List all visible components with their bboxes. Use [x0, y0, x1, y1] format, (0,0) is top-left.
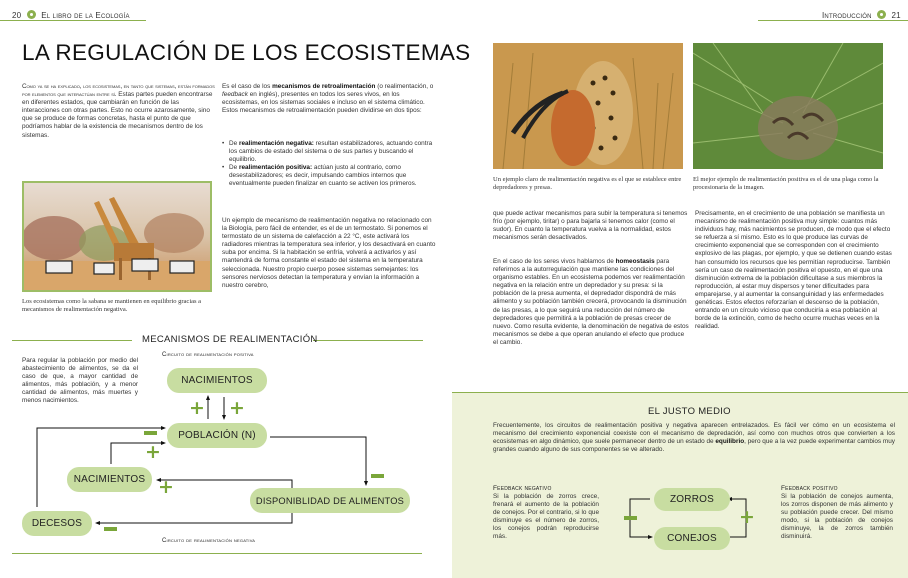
node-poblacion: POBLACIÓN (N) [167, 423, 267, 448]
negative-circuit-label: Circuito de realimentación negativa [162, 538, 256, 544]
plus-sign: + [229, 397, 245, 419]
node-nacimientos-mid: NACIMIENTOS [67, 467, 152, 492]
box-paragraph [493, 422, 895, 454]
feedback-positive-title: Feedback positivo [781, 485, 838, 492]
node-disponibilidad: DISPONIBLIDAD DE ALIMENTOS [250, 488, 410, 513]
minus-sign [371, 474, 384, 478]
term-negative: realimentación negativa: [238, 140, 314, 147]
processionary-caption: El mejor ejemplo de realimentación positiva es el de una plaga como la procesionaria de la imagen. [693, 176, 879, 192]
intro-smallcaps: Como ya se ha explicado, los ecosistemas, en tanto que sistemas, están formados por elementos que interactúan entre sí. [22, 83, 215, 99]
text-run: Es el caso de los [222, 83, 273, 90]
node-conejos: CONEJOS [654, 527, 730, 550]
positive-growth-paragraph: Precisamente, en el crecimiento de una población se manifiesta un mecanismo de realimentación positiva muy simple: cuantos más individuos hay, más nacimientos se producen, de modo que el efecto se refuerza a sí mismo. Esto es lo que produce las curvas de crecimiento exponencial que se corresponden con el crecimiento explosivo de las plagas, por ejemplo, y que se detienen cuando estas han consumido los recursos que les permitían reproducirse. También sería un caso de realimentación positiva el opuesto, en el que una disminución extrema de la población dificultase a sus miembros la reproducción, al estar muy dispersos y tener dificultades para emparejarse, y al aumentar la consanguinidad y las enfermedades genéticas. Estos efectos reforzarían el descenso de la población, entrando en un círculo vicioso que conduciría a esa población al borde de la extinción, como de hecho ocurre muchas veces en la realidad. [695, 210, 892, 331]
text-run: Frecuentemente, los circuitos de realimentación positiva y negativa aparecen entrelazados. Es fácil ver cómo en un ecosistema el mecanismo del crecimiento exponencial coexiste con el mecanismo de depredación, así como con muchos otros que convierten a los ecosistemas en algo dinámico, que suele permanecer dentro de un estado de [493, 422, 895, 446]
minus-sign [104, 527, 117, 531]
processionary-photo [693, 43, 883, 169]
feedback-negative-text: Si la población de zorros crece, frenará el aumento de la población de conejos. Por el contrario, si lo que disminuye es el número de zorros, los conejos podrán reproducirse más. [493, 493, 599, 541]
term-homeostasis: homeostasis [615, 258, 655, 265]
diagram-explanation: Para regular la población por medio del abastecimiento de alimentos, se da el caso de que, a mayor cantidad de alimentos, más población, y a menor cantidad de alimentos, más muertes y menos nacimientos. [22, 357, 138, 405]
arrow-poblacion-to-disponibilidad [270, 437, 366, 483]
page-title: LA REGULACIÓN DE LOS ECOSISTEMAS [22, 40, 471, 65]
plus-sign: + [739, 506, 755, 528]
pine-caterpillar-nest-image [693, 43, 883, 169]
minus-sign [144, 431, 157, 435]
term-feedback: feedback [222, 91, 248, 99]
list-item-negative [222, 140, 437, 164]
term-positive: realimentación positiva: [238, 164, 313, 172]
text-run: actúan justo al contrario, como desestabilizadores; es decir, impulsando cambios internos que eventualmente pueden finalizar en cuanto se activen los primeros. [229, 164, 417, 188]
feedback-intro-paragraph [222, 83, 437, 115]
leopard-prey-image [493, 43, 683, 169]
text-run: resultan estabilizadores, actuando contra los cambios de estado del sistema o de sus partes y buscando el equilibrio. [229, 140, 433, 164]
term-equilibrio: equilibrio [715, 438, 745, 446]
running-head-left: El libro de la Ecología [41, 11, 130, 20]
page-number-right: 21 [891, 11, 901, 20]
right-running-head [822, 10, 901, 20]
feedback-types-list [222, 140, 437, 189]
feedback-positive-text: Si la población de conejos aumenta, los zorros disponen de más alimento y su población puede crecer. Del mismo modo, si la población de conejos disminuye, la de zorros también disminuirá. [781, 493, 893, 541]
text-run: , pero que a la vez puede experimentar cambios muy grandes cuando alguno de sus componentes se ve alterado. [493, 438, 895, 454]
text-run: en inglés), presentes en todos los seres vivos, en los ecosistemas, en los sistemas sociales e incluso en el sistema climático. Estos mecanismos de retroalimentación pueden dividirse en dos tipos: [222, 91, 425, 115]
page-number-left: 20 [12, 11, 22, 20]
box-top-rule [452, 392, 908, 393]
running-head-right: Introducción [822, 11, 872, 20]
homeostasis-paragraph [493, 258, 689, 347]
intro-rest: Estas partes pueden encontrarse en diferentes estados, que cambiarán en función de las interacciones con otras partes. Esto no ocurre azarosamente, sino que se produce de formas concretas, hasta el punto de que podríamos hablar de la existencia de mecanismos dentro de los sistemas. [22, 91, 213, 139]
leopard-photo [493, 43, 683, 169]
text-run: De [229, 140, 239, 147]
temperature-paragraph: que puede activar mecanismos para subir la temperatura si tenemos frío (por ejemplo, tiritar) o para bajarla si tenemos calor (como el sudor). En cuanto la temperatura vuelva a la normalidad, estos mecanismos serán desactivados. [493, 210, 688, 242]
plus-sign: + [189, 397, 205, 419]
text-run: En el caso de los seres vivos hablamos de [493, 258, 616, 265]
minus-sign [624, 516, 637, 520]
node-nacimientos-top: NACIMIENTOS [167, 368, 267, 393]
diagram-title: MECANISMOS DE REALIMENTACIÓN [142, 334, 318, 345]
term-retroalimentacion: mecanismos de retroalimentación [272, 83, 376, 90]
plus-sign: + [158, 476, 174, 498]
recycle-leaf-icon [877, 10, 886, 19]
diagram-rule-bottom [12, 553, 422, 554]
savanna-caption: Los ecosistemas como la sabana se mantienen en equilibrio gracias a mecanismos de realimentación negativa. [22, 298, 202, 314]
node-zorros: ZORROS [654, 488, 730, 511]
header-rule-right [758, 20, 908, 21]
thermostat-paragraph: Un ejemplo de mecanismo de realimentación negativa no relacionado con la Biología, pero fácil de entender, es el de un termostato. Si ponemos el termostato de un sistema de calefacción a 22 °C, este activará los radiadores mientras la temperatura sea inferior, y los desactivará en cuanto suba por encima. Si la habitación se enfría, volverá a activarlos y así mantendrá de forma constante el estado del sistema en la temperatura seleccionada. Nuestro propio cuerpo posee sistemas semejantes: los sensores nerviosos detectan la temperatura y envían la información a nuestro cerebro, [222, 217, 436, 289]
feedback-negative-title: Feedback negativo [493, 485, 552, 492]
text-run: (o realimentación, o [375, 83, 434, 90]
list-item-positive [222, 164, 437, 188]
leopard-caption: Un ejemplo claro de realimentación negativa es el que se establece entre depredadores y presas. [493, 176, 682, 192]
savanna-photo [22, 181, 212, 292]
plus-sign: + [145, 441, 161, 463]
box-title: EL JUSTO MEDIO [648, 406, 731, 417]
header-rule-left [0, 20, 146, 21]
left-running-head [12, 10, 130, 20]
recycle-leaf-icon [27, 10, 36, 19]
node-decesos: DECESOS [22, 511, 92, 536]
text-run: De [229, 164, 239, 172]
intro-paragraph [22, 83, 218, 140]
positive-circuit-label: Circuito de realimentación positiva [162, 352, 254, 358]
text-run: para referirnos a la autorregulación que mantiene las condiciones del organismo estables. En un ecosistema podemos ver realimentación negativa en la relación entre un depredador y su presa: si la población de la presa aumenta, el depredador dispondrá de más alimento y su población también crecerá, provocando la disminución de las presas, a lo que seguirá una reducción del número de depredadores que permitirá a la población de presas crecer de nuevo. Como resulta evidente, la denominación de negativa de estos mecanismos se debe a que operan anulando el efecto que produce el cambio. [493, 258, 689, 346]
giraffes-zebras-image [24, 183, 210, 290]
